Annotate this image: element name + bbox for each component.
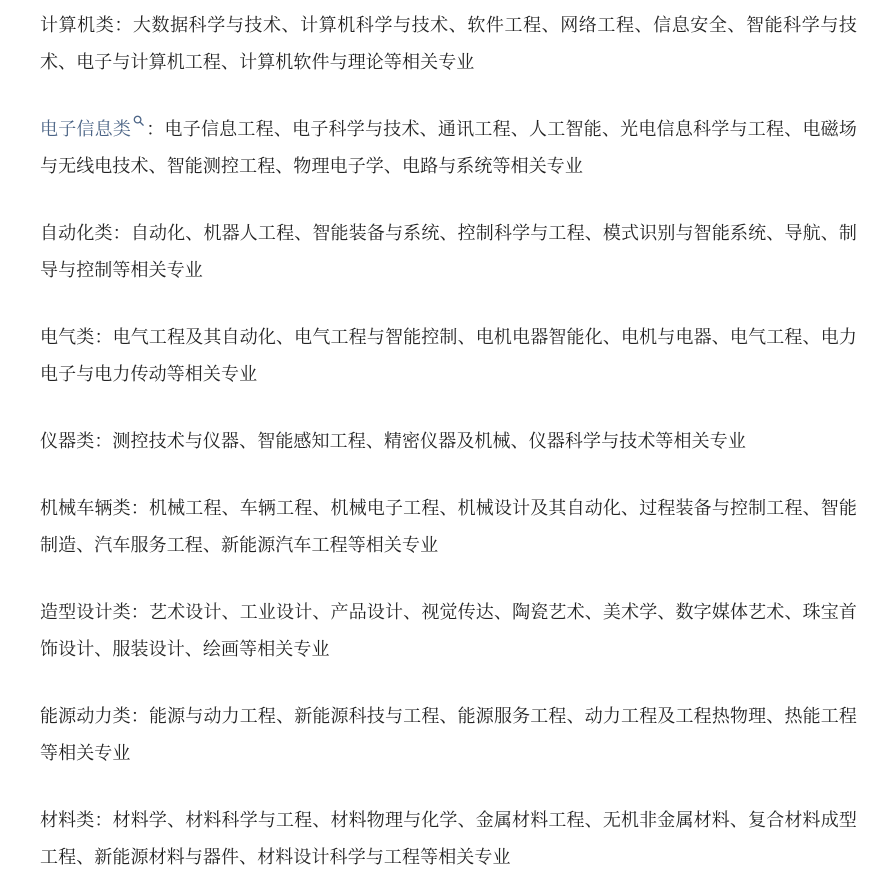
category-label: 电气类 [40, 327, 95, 348]
category-content: 测控技术与仪器、智能感知工程、精密仪器及机械、仪器科学与技术等相关专业 [112, 431, 746, 452]
major-category-mechanical-vehicle [40, 490, 857, 564]
search-icon[interactable] [133, 115, 144, 126]
major-category-materials [40, 802, 857, 876]
major-category-design [40, 594, 857, 668]
major-category-electronic-info [40, 111, 857, 185]
major-category-instrument [40, 423, 857, 460]
category-label: 计算机类 [40, 15, 115, 36]
category-content: 机械工程、车辆工程、机械电子工程、机械设计及其自动化、过程装备与控制工程、智能制造、汽车服务工程、新能源汽车工程等相关专业 [40, 498, 858, 556]
category-label: 能源动力类 [40, 706, 131, 727]
category-content: 材料学、材料科学与工程、材料物理与化学、金属材料工程、无机非金属材料、复合材料成型工程、新能源材料与器件、材料设计科学与工程等相关专业 [40, 810, 857, 868]
category-separator: ： [94, 327, 113, 348]
category-content: 能源与动力工程、新能源科技与工程、能源服务工程、动力工程及工程热物理、热能工程等相关专业 [40, 706, 858, 764]
category-separator: ： [130, 602, 149, 623]
category-content: 大数据科学与技术、计算机科学与技术、软件工程、网络工程、信息安全、智能科学与技术、电子与计算机工程、计算机软件与理论等相关专业 [40, 15, 858, 73]
category-separator: ： [94, 810, 113, 831]
category-separator: ： [130, 706, 149, 727]
category-content: 电气工程及其自动化、电气工程与智能控制、电机电器智能化、电机与电器、电气工程、电力电子与电力传动等相关专业 [40, 327, 857, 385]
category-separator: ： [130, 498, 149, 519]
category-label: 自动化类 [40, 223, 113, 244]
major-category-energy-power [40, 698, 857, 772]
category-content: 艺术设计、工业设计、产品设计、视觉传达、陶瓷艺术、美术学、数字媒体艺术、珠宝首饰设计、服装设计、绘画等相关专业 [40, 602, 858, 660]
category-separator: ： [114, 15, 133, 36]
category-content: 自动化、机器人工程、智能装备与系统、控制科学与工程、模式识别与智能系统、导航、制导与控制等相关专业 [40, 223, 858, 281]
category-label: 仪器类 [40, 431, 95, 452]
category-separator: ： [112, 223, 131, 244]
major-category-automation [40, 215, 857, 289]
category-content: 电子信息工程、电子科学与技术、通讯工程、人工智能、光电信息科学与工程、电磁场与无线电技术、智能测控工程、物理电子学、电路与系统等相关专业 [40, 119, 857, 177]
category-separator: ： [94, 431, 113, 452]
category-label: 造型设计类 [40, 602, 131, 623]
search-link-electronic-info[interactable]: 电子信息类 [40, 119, 132, 140]
major-category-electrical [40, 319, 857, 393]
major-category-computer [40, 7, 857, 81]
category-label: 材料类 [40, 810, 95, 831]
category-separator: ： [146, 119, 165, 140]
category-label: 机械车辆类 [40, 498, 131, 519]
